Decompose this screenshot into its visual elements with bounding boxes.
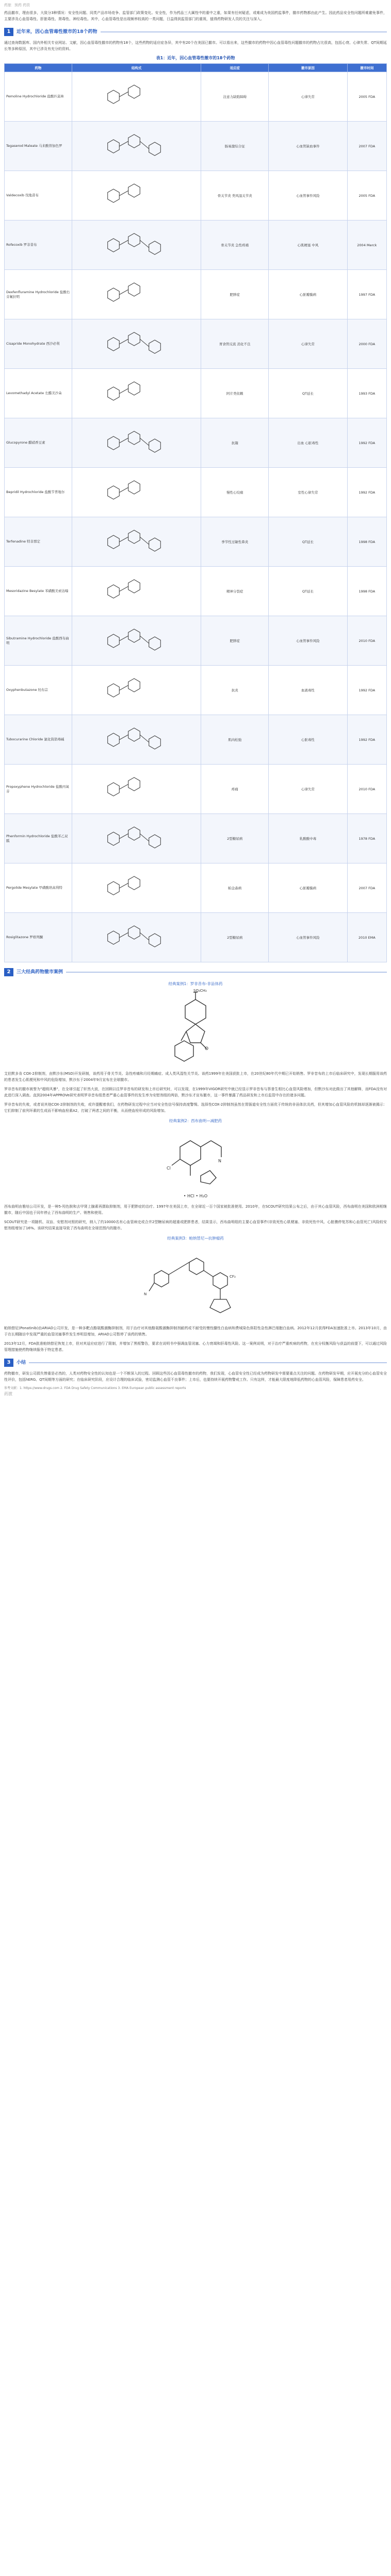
chemical-structure-icon xyxy=(98,917,175,958)
figure-case-3 xyxy=(4,1235,387,1321)
drug-indication-cell: 肥胖症 xyxy=(201,616,269,666)
header-reason: 撤市原因 xyxy=(269,64,348,72)
section-divider xyxy=(101,31,387,32)
drug-indication-cell: 胃食管反流 消化不良 xyxy=(201,319,269,369)
chemical-structure-icon xyxy=(98,76,175,117)
structure-cell xyxy=(72,369,201,418)
table-row xyxy=(5,221,387,270)
table-row xyxy=(5,863,387,913)
structure-cell xyxy=(72,666,201,715)
drug-year-cell: 1978 FDA xyxy=(347,814,386,863)
drug-name-cell: Sibutramine Hydrochloride 盐酸西布曲明 xyxy=(5,616,72,666)
table-row xyxy=(5,814,387,863)
chemical-structure-icon xyxy=(98,868,175,909)
topbar-left: 药旅 xyxy=(4,3,11,7)
drug-reason-cell: 心脏毒性 xyxy=(269,715,348,765)
table-row xyxy=(5,171,387,221)
drug-year-cell: 1992 FDA xyxy=(347,666,386,715)
structure-cell xyxy=(72,715,201,765)
drug-table-block xyxy=(4,55,387,962)
ponatinib-structure-image xyxy=(134,1244,257,1321)
table-row xyxy=(5,715,387,765)
drug-year-cell: 2007 FDA xyxy=(347,122,386,171)
drug-indication-cell: 注意力缺陷障碍 xyxy=(201,72,269,122)
drug-indication-cell: 肌肉松弛 xyxy=(201,715,269,765)
structure-cell xyxy=(72,814,201,863)
drug-year-cell: 2000 FDA xyxy=(347,319,386,369)
drug-indication-cell: 季节性过敏性鼻炎 xyxy=(201,517,269,567)
drug-name-cell: Mesoridazine Besylate 苯磺酸美索达嗪 xyxy=(5,567,72,616)
intro-paragraph: 药品撤市，理由很多，大致分3种情况：安全性问题、同类产品市场竞争、监管部门政策变化。安全性，作为药品三大属性中的重中之重，如果有任何疑虑，或难成为美国药监事件，撤市药物都由此产生。因此药品安全性问题所难避免事件，主要涉及心血管毒性、肝脏毒性、肾毒性、神经毒性。其中，心血管毒性是出现频率较高的一类问题，日益得到监管部门的重视，值得药物研发人员的关注与深入。 xyxy=(4,11,387,21)
drug-year-cell: 1992 FDA xyxy=(347,715,386,765)
chemical-structure-icon xyxy=(98,422,175,464)
drug-indication-cell: 骨关节炎 类风湿关节炎 xyxy=(201,171,269,221)
chemical-structure-icon xyxy=(98,274,175,315)
table-row xyxy=(5,468,387,517)
section-divider xyxy=(66,972,387,973)
drug-reason-cell: 心肌梗塞 中风 xyxy=(269,221,348,270)
drug-indication-cell: 疼痛 xyxy=(201,765,269,814)
drug-reason-cell: 血液毒性 xyxy=(269,666,348,715)
structure-cell xyxy=(72,221,201,270)
drug-reason-cell: QT延长 xyxy=(269,567,348,616)
summary-paragraph: 药物撤市，研发公司损失惨重是必然的，人类对药物安全性的认知也是一个不断深入的过程。回顾这些因心血管毒性撤市的药物，我们发现，心血管安全性已经成为药物研发中需要重点关注的问题。在药物研发早期，应开展充分的心血管安全性评价，包括hERG、QT间期等方面的研究；在临床研究阶段，应设计合理的临床试验，密切监测心血管不良事件；上市后，也要持续开展药物警戒工作。只有这样，才能最大限度地降低药物的心血管风险，保障患者用药安全。 xyxy=(4,1371,387,1382)
table-row xyxy=(5,567,387,616)
section-2-header xyxy=(4,968,387,977)
figure-2-title: 经典案例2：西布曲明—减肥药 xyxy=(169,1118,222,1123)
drug-reason-cell: 心律失常 xyxy=(269,319,348,369)
figure-2-caption: • HCl • H₂O xyxy=(183,1194,208,1198)
drug-name-cell: Pemoline Hydrochloride 盐酸匹莫林 xyxy=(5,72,72,122)
structure-cell xyxy=(72,270,201,319)
section-2-number: 2 xyxy=(4,968,13,976)
drug-reason-cell: 心血管事件风险 xyxy=(269,913,348,962)
case-1-paragraph-a: 艾伯默多肯 COX-2抑制剂，由默沙东(MSD)开发研制，该药用于骨关节炎、急性疼痛和月经期痛症、成人类风湿性关节炎。该药1999年在美国获批上市，在20世纪80年代中期已开始销售。罗非昔布的上市后临床研究中，发现长期服用该药的患者发生心肌梗死和中风的危险增加，默沙东于2004年9月宣布在全球撤市。 xyxy=(4,1072,387,1082)
svg-text:SO₂CH₃: SO₂CH₃ xyxy=(193,989,207,993)
drug-reason-cell: 心脏瓣膜病 xyxy=(269,270,348,319)
chemical-structure-icon xyxy=(98,769,175,810)
case-3-paragraph-g: 2013年12月，FDA批准帕纳替尼恢复上市，但对其适应症进行了限制，并增加了黑框警告，要求在说明书中强调血管闭塞、心力衰竭和肝毒性风险。这一案例说明，对于治疗严重疾病的药物，在充分权衡风险与获益的前提下，可以通过风险管理措施使药物继续服务于特定患者。 xyxy=(4,1342,387,1352)
chemical-structure-icon xyxy=(98,719,175,760)
drug-indication-cell: 精神分裂症 xyxy=(201,567,269,616)
drug-name-cell: Rosiglitazone 罗格列酮 xyxy=(5,913,72,962)
table-row xyxy=(5,72,387,122)
case-3-paragraph-f: 帕纳替尼(Ponatinib)由ARIAD公司开发，是一种多靶点酪氨酸激酶抑制剂，用于治疗对其他酪氨酸激酶抑制剂耐药或不耐受的慢性髓性白血病和费城染色体阳性急性淋巴细胞白血病。2012年12月获得FDA加速批准上市。2013年10月，由于在长期随访中发现严重的血管闭塞事件发生率明显增加，ARIAD公司暂停了该药的销售。 xyxy=(4,1326,387,1336)
drug-indication-cell: 2型糖尿病 xyxy=(201,814,269,863)
section-2-title: 三大经典药物撤市案例 xyxy=(17,970,63,975)
drug-reason-cell: 乳酸酸中毒 xyxy=(269,814,348,863)
drug-reason-cell: 心血管缺血事件 xyxy=(269,122,348,171)
drug-name-cell: Terfenadine 特非那定 xyxy=(5,517,72,567)
drug-year-cell: 2010 FDA xyxy=(347,616,386,666)
drug-name-cell: Oxyphenbutazone 羟布宗 xyxy=(5,666,72,715)
table-row xyxy=(5,122,387,171)
top-bar xyxy=(4,2,387,8)
chemical-structure-icon xyxy=(98,373,175,414)
drug-year-cell: 2010 FDA xyxy=(347,765,386,814)
table-row xyxy=(5,765,387,814)
chemical-structure-icon xyxy=(98,324,175,365)
table-row xyxy=(5,369,387,418)
chemical-structure-icon xyxy=(98,620,175,662)
drug-indication-cell: 抗凝 xyxy=(201,418,269,468)
drug-name-cell: Propoxyphene Hydrochloride 盐酸丙氧芬 xyxy=(5,765,72,814)
structure-cell xyxy=(72,122,201,171)
drug-reason-cell: 出血 心脏毒性 xyxy=(269,418,348,468)
drug-table xyxy=(4,63,387,962)
drug-year-cell: 1993 FDA xyxy=(347,369,386,418)
svg-text:N: N xyxy=(218,1159,221,1163)
section-3-header xyxy=(4,1358,387,1367)
structure-cell xyxy=(72,319,201,369)
drug-name-cell: Phenformin Hydrochloride 盐酸苯乙双胍 xyxy=(5,814,72,863)
drug-reason-cell: QT延长 xyxy=(269,369,348,418)
drug-indication-cell: 抗炎 xyxy=(201,666,269,715)
case-1-paragraph-b: 罗非昔布的撤市被誉为"超级风暴"，在全球引起了轩然大波，在回顾以往罗非昔布的研发和上市后研究时，可以发现，在1999年VIGOR研究中就已经显示罗非昔布与萘普生相比心血管风险增加，但默沙东对此做出了其他解释，而FDA没有对此进行深入调查。直到2004年APPROVe研究表明罗非昔布组患者严重心血管事件的发生率为安慰剂组的两倍，默沙东才宣布撤市，这一事件暴露了药品研发和上市后监管中存在的诸多问题。 xyxy=(4,1087,387,1097)
structure-cell xyxy=(72,913,201,962)
drug-indication-cell: 肠易激综合征 xyxy=(201,122,269,171)
section-1-paragraph: 通过查询数据库、国内外相关专业网站、文献，因心血管毒性撤市的药物有18个，这些药物的适应症各异，其中有20个在美国已撤市。可以看出来，这些撤市的药物中因心血管毒性问题撤市的药物占比很高，包括心衰、心律失常、QT间期延长等多种原因，其中已涉及有充分的资料。 xyxy=(4,41,387,51)
figure-case-1 xyxy=(4,981,387,1066)
section-1-number: 1 xyxy=(4,28,13,36)
figure-1-title: 经典案例1：罗非昔布-非甾体药 xyxy=(168,981,223,986)
drug-year-cell: 2005 FDA xyxy=(347,72,386,122)
figure-case-2 xyxy=(4,1118,387,1199)
header-drug: 药物 xyxy=(5,64,72,72)
table-caption: 表1：近年，因心血管毒性撤市的18个药物 xyxy=(156,56,235,60)
chemical-structure-icon xyxy=(98,818,175,859)
section-divider xyxy=(29,1362,387,1363)
structure-cell xyxy=(72,517,201,567)
chemical-structure-icon xyxy=(98,521,175,563)
drug-year-cell: 1998 FDA xyxy=(347,567,386,616)
structure-cell xyxy=(72,863,201,913)
chemical-structure-icon xyxy=(98,571,175,612)
section-1-header xyxy=(4,27,387,37)
drug-reason-cell: 室性心律失常 xyxy=(269,468,348,517)
drug-reason-cell: 心律失常 xyxy=(269,765,348,814)
table-row xyxy=(5,418,387,468)
structure-cell xyxy=(72,468,201,517)
drug-year-cell: 2004 Merck xyxy=(347,221,386,270)
svg-text:CF₃: CF₃ xyxy=(230,1275,236,1279)
structure-cell xyxy=(72,765,201,814)
structure-cell xyxy=(72,72,201,122)
table-row xyxy=(5,319,387,369)
drug-name-cell: Valdecoxib 伐地昔布 xyxy=(5,171,72,221)
watermark-logo: 药渡 xyxy=(4,1392,12,1396)
drug-indication-cell: 肥胖症 xyxy=(201,270,269,319)
drug-year-cell: 1998 FDA xyxy=(347,517,386,567)
structure-cell xyxy=(72,171,201,221)
section-3-number: 3 xyxy=(4,1359,13,1367)
drug-indication-cell: 骨关节炎 急性疼痛 xyxy=(201,221,269,270)
drug-name-cell: Dexfenfluramine Hydrochloride 盐酸右芬氟拉明 xyxy=(5,270,72,319)
section-1-title: 近年来，因心血管毒性撤市的18个药物 xyxy=(17,29,97,35)
drug-name-cell: Tegaserod Maleate 马来酸替加色罗 xyxy=(5,122,72,171)
drug-name-cell: Levomethadyl Acetate 左醋美沙朵 xyxy=(5,369,72,418)
structure-cell xyxy=(72,567,201,616)
drug-name-cell: Cisapride Monohydrate 西沙必利 xyxy=(5,319,72,369)
table-row xyxy=(5,517,387,567)
chemical-structure-icon xyxy=(98,472,175,513)
references: 参考文献：1. https://www.drugs.com 2. FDA Drug Safety Communications 3. EMA European public assessment reports xyxy=(4,1386,186,1390)
drug-reason-cell: 心血管事件风险 xyxy=(269,616,348,666)
chemical-structure-icon xyxy=(98,670,175,711)
svg-text:Cl: Cl xyxy=(167,1166,171,1171)
drug-indication-cell: 慢性心绞痛 xyxy=(201,468,269,517)
svg-text:N: N xyxy=(144,1292,147,1296)
drug-indication-cell: 帕金森病 xyxy=(201,863,269,913)
drug-year-cell: 1992 FDA xyxy=(347,468,386,517)
drug-indication-cell: 2型糖尿病 xyxy=(201,913,269,962)
drug-year-cell: 1992 FDA xyxy=(347,418,386,468)
drug-year-cell: 2005 FDA xyxy=(347,171,386,221)
case-1-paragraph-c: 罗非昔布的失败，或者说其他COX-2抑制剂的失败，或许提醒着我们，在药物研发过程中应当对安全性信号保持高度警惕。选择性COX-2抑制剂虽然在胃肠道安全性方面优于传统的非甾体抗炎药，但其增加心血管风险的机制却逐渐被揭示：它们抑制了前列环素的生成而不影响血栓素A2，打破了两者之间的平衡，从而使血栓形成的风险增加。 xyxy=(4,1103,387,1113)
header-year: 撤市时间 xyxy=(347,64,386,72)
rofecoxib-structure-image xyxy=(144,989,247,1066)
header-structure: 结构式 xyxy=(72,64,201,72)
drug-reason-cell: 心血管事件风险 xyxy=(269,171,348,221)
figure-3-title: 经典案例3：帕纳替尼—抗肿瘤药 xyxy=(167,1236,224,1241)
sibutramine-structure-image xyxy=(149,1126,242,1193)
structure-cell xyxy=(72,616,201,666)
case-2-paragraph-e: SCOUT研究是一项随机、双盲、安慰剂对照的研究，纳入了约10000名有心血管病史或合并2型糖尿病的超重或肥胖患者，结果显示，西布曲明组的主要心血管事件(非致死性心肌梗塞、非致死性中风、心脏骤停复苏和心血管死亡)风险较安慰剂组增加了16%。该研究结果直接导致了西布曲明在全球范围内的撤市。 xyxy=(4,1220,387,1230)
drug-reason-cell: QT延长 xyxy=(269,517,348,567)
drug-indication-cell: 阿片类依赖 xyxy=(201,369,269,418)
drug-reason-cell: 心脏瓣膜病 xyxy=(269,863,348,913)
table-row xyxy=(5,270,387,319)
section-3-title: 小结 xyxy=(17,1360,26,1365)
table-row xyxy=(5,616,387,666)
drug-name-cell: Bepridil Hydrochloride 盐酸苄普地尔 xyxy=(5,468,72,517)
header-indication: 适应症 xyxy=(201,64,269,72)
drug-name-cell: Tubocurarine Chloride 氯化筒箭毒碱 xyxy=(5,715,72,765)
svg-text:O: O xyxy=(205,1046,209,1052)
case-2-paragraph-d: 西布曲明由雅培公司开发，是一种5-羟色胺和去甲肾上腺素再摄取抑制剂，用于肥胖症的治疗。1997年在美国上市，在全球近一百个国家被批准使用。2010年，在SCOUT研究结果公布之后，由于其心血管风险，西布曲明在美国和欧洲相继撤市，随后中国也于同年停止了西布曲明的生产、销售和使用。 xyxy=(4,1205,387,1215)
drug-name-cell: Rofecoxib 罗非昔布 xyxy=(5,221,72,270)
chemical-structure-icon xyxy=(98,225,175,266)
drug-name-cell: Pergolide Mesylate 甲磺酸培高利特 xyxy=(5,863,72,913)
structure-cell xyxy=(72,418,201,468)
drug-name-cell: Glucopyrone 醋硝香豆素 xyxy=(5,418,72,468)
drug-year-cell: 2007 FDA xyxy=(347,863,386,913)
drug-reason-cell: 心律失常 xyxy=(269,72,348,122)
drug-year-cell: 1997 FDA xyxy=(347,270,386,319)
table-row xyxy=(5,913,387,962)
chemical-structure-icon xyxy=(98,126,175,167)
table-row xyxy=(5,666,387,715)
drug-year-cell: 2010 EMA xyxy=(347,913,386,962)
chemical-structure-icon xyxy=(98,175,175,216)
topbar-right: 预药 药资 xyxy=(14,3,30,7)
